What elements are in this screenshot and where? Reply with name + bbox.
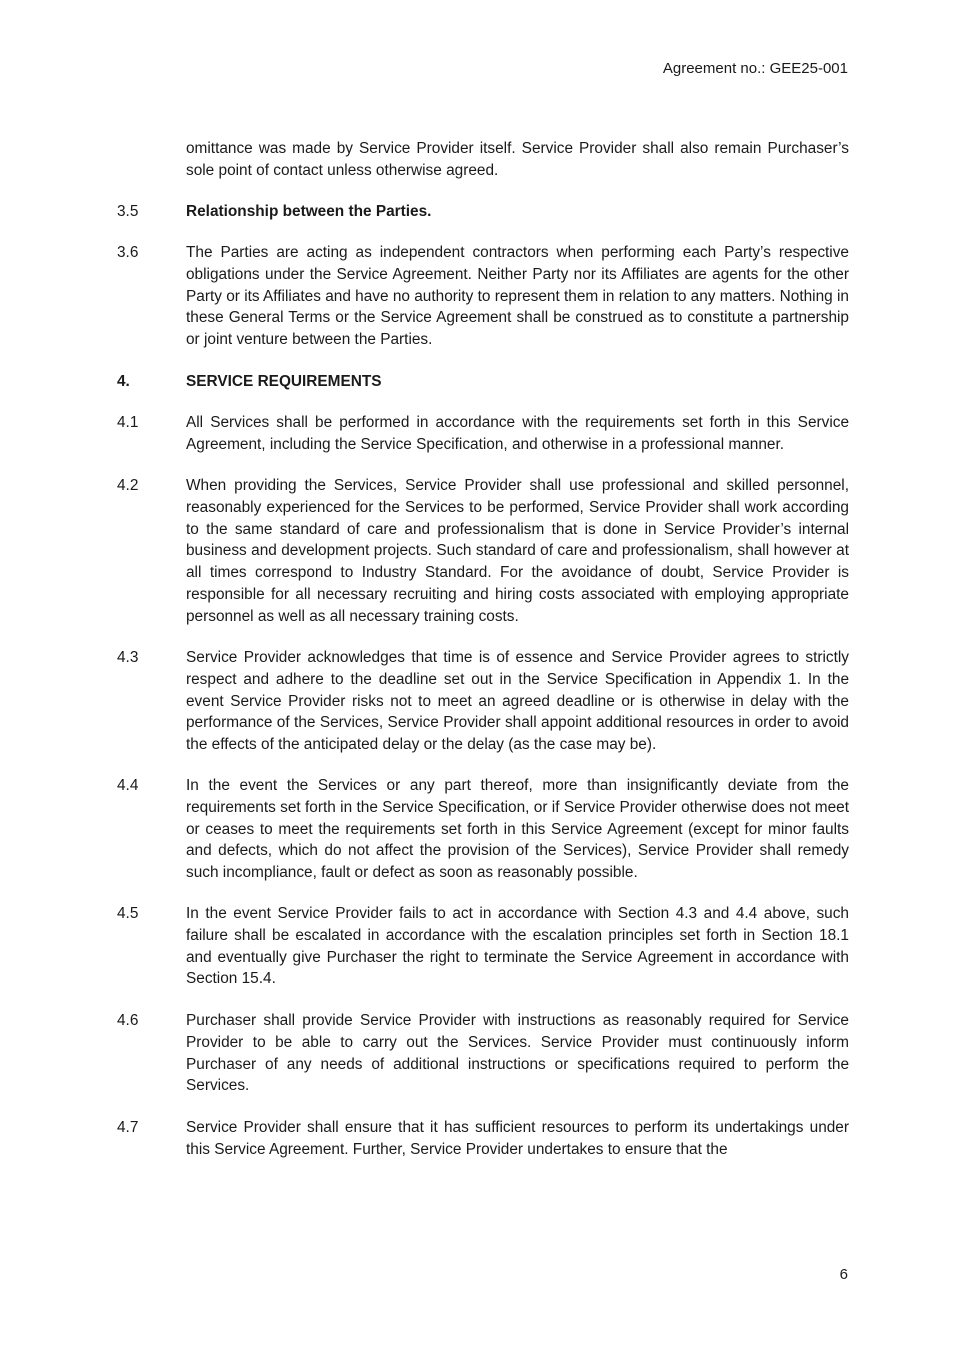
section-number: 4.5 [117, 905, 139, 922]
section-heading: Relationship between the Parties. [186, 203, 432, 220]
section-4-3 [117, 647, 849, 756]
section-3-5 [117, 201, 849, 223]
section-number: 4.2 [117, 477, 139, 494]
section-4-2 [117, 475, 849, 628]
section-4-1 [117, 412, 849, 456]
section-number: 3.6 [117, 244, 139, 261]
paragraph-text: All Services shall be performed in accordance with the requirements set forth in this Service Agreement, including the Service Specification, and otherwise in a professional manner. [186, 414, 849, 453]
paragraph-text: Purchaser shall provide Service Provider with instructions as reasonably required for Service Provider to be able to carry out the Services. Service Provider must continuously inform Purchaser of any needs of additional instructions or specifications required to perform the Services. [186, 1012, 849, 1095]
section-4 [117, 371, 849, 393]
section-number: 4.1 [117, 414, 139, 431]
section-number: 4. [117, 373, 130, 390]
section-number: 4.6 [117, 1012, 139, 1029]
section-number: 4.4 [117, 777, 139, 794]
paragraph-text: The Parties are acting as independent contractors when performing each Party’s respective obligations under the Service Agreement. Neither Party nor its Affiliates are agents for the other Party or its Affiliates and have no authority to represent them in relation to any matters. Nothing in these General Terms or the Service Agreement shall be construed as to constitute a partnership or joint venture between the Parties. [186, 244, 849, 349]
section-4-5 [117, 903, 849, 990]
paragraph-text: Service Provider shall ensure that it has sufficient resources to perform its undertakings under this Service Agreement. Further, Service Provider undertakes to ensure that the [186, 1119, 849, 1158]
paragraph-text: In the event the Services or any part thereof, more than insignificantly deviate from the requirements set forth in the Service Specification, or if Service Provider otherwise does not meet or ceases to meet the requirements set forth in this Service Agreement (except for minor faults and defects, which do not affect the provision of the Services), Service Provider shall remedy such incompliance, fault or defect as soon as reasonably possible. [186, 777, 849, 882]
paragraph-text: When providing the Services, Service Provider shall use professional and skilled personnel, reasonably experienced for the Services to be performed, Service Provider shall work according to the same standard of care and professionalism that is done in Service Provider’s internal business and development projects. Such standard of care and professionalism, shall however at all times correspond to Industry Standard. For the avoidance of doubt, Service Provider is responsible for all necessary recruiting and hiring costs associated with employing appropriate personnel as well as all necessary training costs. [186, 477, 849, 625]
paragraph-text: In the event Service Provider fails to act in accordance with Section 4.3 and 4.4 above, such failure shall be escalated in accordance with the escalation principles set forth in Section 18.1 and eventually give Purchaser the right to terminate the Service Agreement in accordance with Section 15.4. [186, 905, 849, 988]
section-number: 3.5 [117, 203, 139, 220]
section-number: 4.3 [117, 649, 139, 666]
section-4-6 [117, 1010, 849, 1097]
section-3-6 [117, 242, 849, 351]
section-number: 4.7 [117, 1119, 139, 1136]
section-4-7 [117, 1117, 849, 1161]
paragraph-text: Service Provider acknowledges that time is of essence and Service Provider agrees to strictly respect and adhere to the deadline set out in the Service Specification in Appendix 1. In the event Service Provider risks not to meet an agreed deadline or is otherwise in delay with the performance of the Services, Service Provider shall appoint additional resources in order to avoid the effects of the anticipated delay or the delay (as the case may be). [186, 649, 849, 754]
paragraph-continuation [117, 138, 849, 182]
section-heading: SERVICE REQUIREMENTS [186, 373, 382, 390]
section-4-4 [117, 775, 849, 884]
page-number: 6 [839, 1266, 848, 1283]
agreement-number: Agreement no.: GEE25-001 [662, 60, 848, 77]
paragraph-text: omittance was made by Service Provider itself. Service Provider shall also remain Purchaser’s sole point of contact unless otherwise agreed. [186, 140, 849, 179]
